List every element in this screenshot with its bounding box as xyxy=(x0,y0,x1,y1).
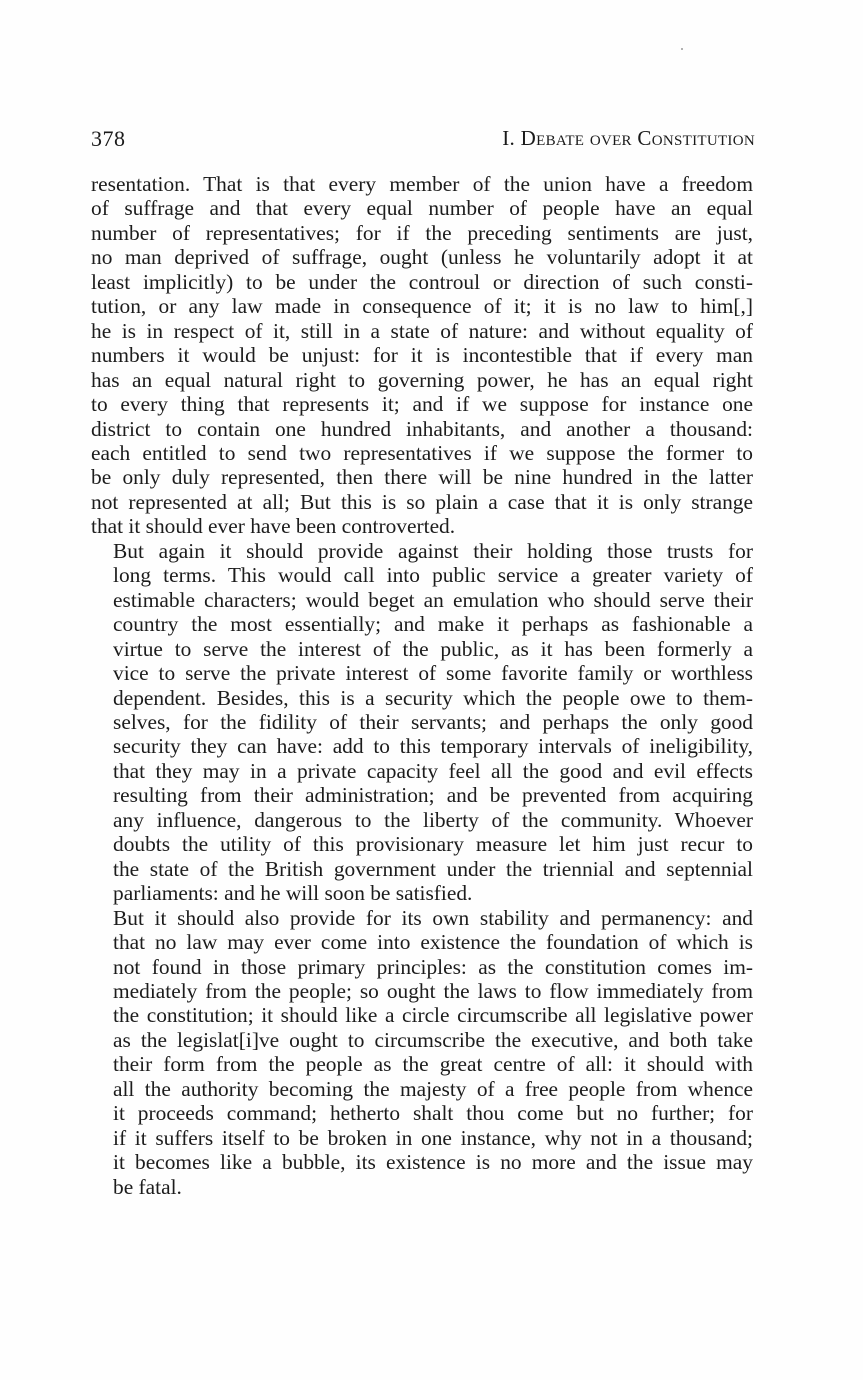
text-line: selves, for the fidility of their servants; and perhaps the only good xyxy=(113,709,753,734)
text-line: resentation. That is that every member of the union have a freedom xyxy=(91,172,753,196)
page-number: 378 xyxy=(91,126,126,151)
text-line: that they may in a private capacity feel all the good and evil effects xyxy=(113,758,753,783)
text-line: their form from the people as the great centre of all: it should with xyxy=(113,1052,753,1077)
text-line: that no law may ever come into existence the foundation of which is xyxy=(113,930,753,955)
text-line: of suffrage and that every equal number of people have an equal xyxy=(91,196,753,221)
text-line: as the legislat[i]ve ought to circumscribe the executive, and both take xyxy=(113,1027,753,1052)
text-line: not found in those primary principles: as the constitution comes im- xyxy=(113,954,753,979)
text-line: it proceeds command; hetherto shalt thou come but no further; for xyxy=(113,1101,753,1126)
text-line: But again it should provide against their holding those trusts for xyxy=(113,538,753,563)
text-line: estimable characters; would beget an emulation who should serve their xyxy=(113,587,753,612)
text-line: virtue to serve the interest of the public, as it has been formerly a xyxy=(113,636,753,661)
text-line: dependent. Besides, this is a security which the people owe to them- xyxy=(113,685,753,710)
paragraph xyxy=(91,906,753,1199)
text-line: security they can have: add to this temporary intervals of ineligibility, xyxy=(113,734,753,759)
text-line: long terms. This would call into public service a greater variety of xyxy=(113,563,753,588)
text-line: any influence, dangerous to the liberty of the community. Whoever xyxy=(113,807,753,832)
text-line: But it should also provide for its own stability and permanency: and xyxy=(113,905,753,930)
text-line: be fatal. xyxy=(113,1174,182,1199)
text-line: country the most essentially; and make it perhaps as fashionable a xyxy=(113,612,753,637)
text-line: district to contain one hundred inhabitants, and another a thousand: xyxy=(91,416,753,441)
text-line: all the authority becoming the majesty of a free people from whence xyxy=(113,1076,753,1101)
text-line: least implicitly) to be under the controul or direction of such consti- xyxy=(91,269,753,294)
text-line: if it suffers itself to be broken in one instance, why not in a thousand; xyxy=(113,1125,753,1150)
text-line: he is in respect of it, still in a state of nature: and without equality of xyxy=(91,318,753,343)
text-line: number of representatives; for if the preceding sentiments are just, xyxy=(91,220,753,245)
print-speck xyxy=(681,48,683,50)
text-line: doubts the utility of this provisionary measure let him just recur to xyxy=(113,832,753,857)
text-line: has an equal natural right to governing power, he has an equal right xyxy=(91,367,753,392)
text-line: mediately from the people; so ought the laws to flow immediately from xyxy=(113,978,753,1003)
text-line: not represented at all; But this is so plain a case that it is only strange xyxy=(91,489,753,514)
section-title: I. Debate over Constitution xyxy=(502,126,755,150)
body-text xyxy=(91,172,753,1199)
text-line: that it should ever have been controverted. xyxy=(91,514,456,539)
paragraph xyxy=(91,172,753,539)
text-line: no man deprived of suffrage, ought (unless he voluntarily adopt it at xyxy=(91,245,753,270)
text-line: tution, or any law made in consequence of it; it is no law to him[,] xyxy=(91,294,753,319)
text-line: numbers it would be unjust: for it is incontestible that if every man xyxy=(91,343,753,368)
text-line: parliaments: and he will soon be satisfied. xyxy=(113,881,473,906)
text-line: be only duly represented, then there will be nine hundred in the latter xyxy=(91,465,753,490)
text-line: each entitled to send two representatives if we suppose the former to xyxy=(91,440,753,465)
running-head xyxy=(91,122,755,156)
text-line: the constitution; it should like a circle circumscribe all legislative power xyxy=(113,1003,753,1028)
paragraph xyxy=(91,539,753,906)
text-line: resulting from their administration; and be prevented from acquiring xyxy=(113,783,753,808)
text-line: to every thing that represents it; and if we suppose for instance one xyxy=(91,392,753,417)
text-line: vice to serve the private interest of some favorite family or worthless xyxy=(113,661,753,686)
text-line: the state of the British government under the triennial and septennial xyxy=(113,856,753,881)
text-line: it becomes like a bubble, its existence is no more and the issue may xyxy=(113,1150,753,1175)
